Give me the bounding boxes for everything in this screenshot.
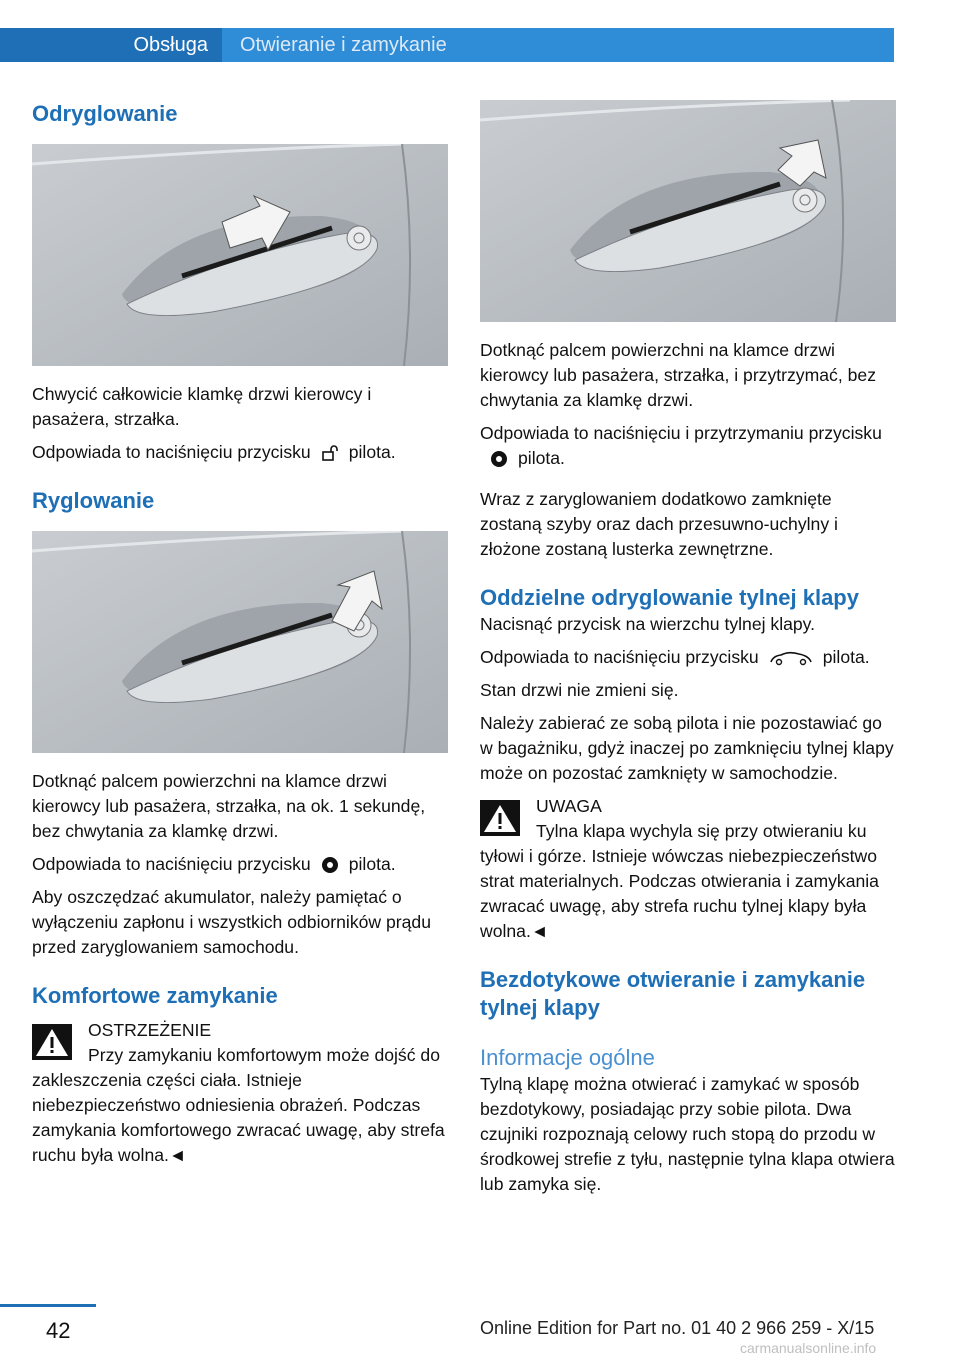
heading-informacje-ogolne: Informacje ogólne [480,1045,655,1070]
door-handle-unlock-figure [32,144,448,366]
caution-label: UWAGA [536,796,602,816]
text-r-p1: Dotknąć palcem powierzchni na klamce drzwi kierowcy lub pasażera, strzałka, i przytrzymać, bez chwytania za klamkę drzwi. [480,340,876,410]
text-r-p2a: Odpowiada to naciśnięciu i przytrzymaniu przycisku [480,423,882,443]
text-s4-p1: Nacisnąć przycisk na wierzchu tylnej klapy. [480,614,816,634]
warning-block [32,1018,450,1168]
heading-bezdotykowe: Bezdotykowe otwieranie i zamykanie tylnej klapy [480,967,866,1020]
footer-edition: Online Edition for Part no. 01 40 2 966 259 - X/15 [480,1318,875,1338]
text-r-p3: Wraz z zaryglowaniem dodatkowo zamknięte zostaną szyby oraz dach przesuwno-uchylny i złożone zostaną lusterka zewnętrzne. [480,489,838,559]
page-number: 42 [46,1318,71,1343]
warning-triangle-icon [480,800,520,836]
caution-text: Tylna klapa wychyla się przy otwieraniu ku tyłowi i górze. Istnieje wówczas niebezpieczeństwo strat materialnych. Podczas otwierania i zamykania zwracać uwagę, aby strefa ruchu tylnej klapy była wolna.◄ [480,821,879,941]
footer-line [0,1304,96,1307]
warning-text: Przy zamykaniu komfortowym może dojść do zakleszczenia części ciała. Istnieje niebezpieczeństwo odniesienia obrażeń. Podczas zamykania komfortowego zwracać uwagę, aby strefa ruchu była wolna.◄ [32,1045,445,1165]
text-s2-p3: Aby oszczędzać akumulator, należy pamiętać o wyłączeniu zapłonu i wszystkich odbiorników prądu przed zaryglowaniem samochodu. [32,887,431,957]
text-r-p2b: pilota. [518,448,565,468]
text-s2-p2 [32,852,450,877]
text-s1-p1: Chwycić całkowicie klamkę drzwi kierowcy i pasażera, strzałka. [32,384,372,429]
caution-block [480,794,898,944]
warning-triangle-icon [32,1024,72,1060]
text-s4-p2 [480,645,898,670]
text-s6-p1: Tylną klapę można otwierać i zamykać w sposób bezdotykowy, posiadając przy sobie pilota. Dwa czujniki rozpoznają celowy ruch stopą do przodu w środkowej strefie z tyłu, następnie tylna klapa otwiera lub zamyka się. [480,1074,895,1194]
heading-odryglowanie: Odryglowanie [32,101,178,126]
heading-oddzielne-odryglowanie: Oddzielne odryglowanie tylnej klapy [480,585,859,610]
door-handle-comfort-figure [480,100,896,322]
tailgate-icon [769,650,813,666]
text-s4-p3: Stan drzwi nie zmieni się. [480,680,679,700]
left-column [32,100,450,1168]
lock-icon [490,450,508,468]
text-s1-p2b: pilota. [348,442,396,462]
text-s2-p2b: pilota. [348,854,396,874]
door-handle-lock-figure [32,531,448,753]
warning-label: OSTRZEŻENIE [88,1020,212,1040]
text-s4-p4: Należy zabierać ze sobą pilota i nie pozostawiać go w bagażniku, gdyż inaczej po zamknięciu tylnej klapy może on pozostać zamknięty w samochodzie. [480,713,894,783]
tab-otwieranie[interactable]: Otwieranie i zamykanie [240,34,447,56]
lock-icon [321,856,339,874]
heading-ryglowanie: Ryglowanie [32,488,155,513]
right-column [480,100,898,1197]
text-r-p2 [480,421,898,471]
unlock-icon [321,444,339,462]
text-s1-p2a: Odpowiada to naciśnięciu przycisku [32,442,311,462]
heading-komfortowe-zamykanie: Komfortowe zamykanie [32,983,278,1008]
text-s4-p2a: Odpowiada to naciśnięciu przycisku [480,647,759,667]
text-s4-p2b: pilota. [822,647,870,667]
watermark: carmanualsonline.info [740,1340,877,1356]
text-s2-p1: Dotknąć palcem powierzchni na klamce drzwi kierowcy lub pasażera, strzałka, na ok. 1 sekundę, bez chwytania za klamkę drzwi. [32,771,426,841]
text-s2-p2a: Odpowiada to naciśnięciu przycisku [32,854,311,874]
text-s1-p2 [32,440,450,465]
tab-obsluga[interactable]: Obsługa [0,28,222,62]
